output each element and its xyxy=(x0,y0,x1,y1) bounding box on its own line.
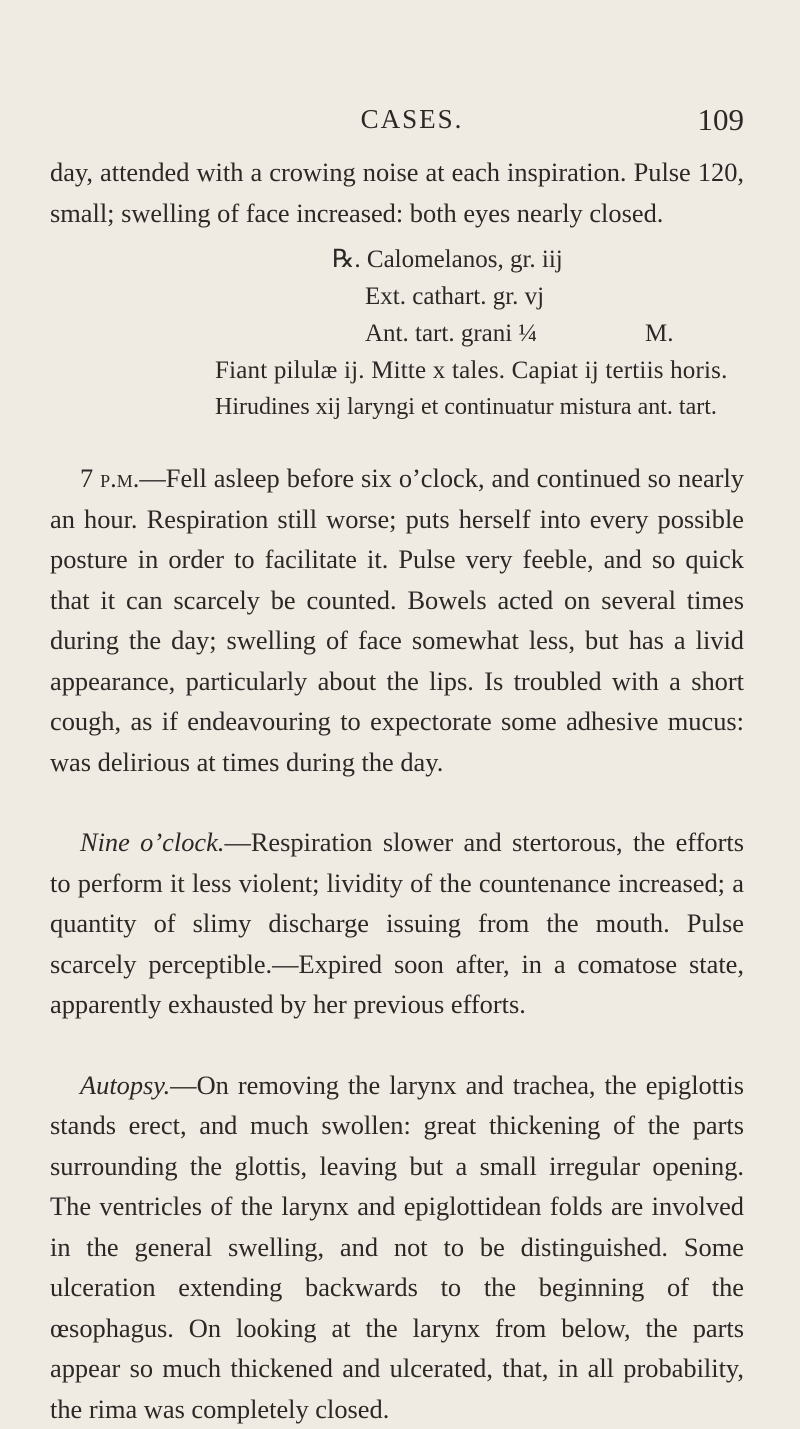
prescription-block xyxy=(50,241,744,426)
page-number: 109 xyxy=(698,102,745,138)
prescription-mix-mark: M. xyxy=(645,315,673,352)
running-head xyxy=(50,104,744,144)
paragraph-autopsy xyxy=(50,1065,744,1429)
body-text xyxy=(50,152,744,1429)
paragraph-text: —On removing the larynx and trachea, the epiglottis stands erect, and much swollen: great thickening of the parts surrounding the glottis, leaving but a small irregular opening. The ventricles of the larynx and epiglottidean folds are involved in the general swelling, and not to be distinguished. Some ulceration extending backwards to the beginning of the œsophagus. On looking at the larynx from below, the parts appear so much thickened and ulcerated, that, in all probability, the rima was completely closed. xyxy=(50,1070,744,1424)
paragraph-lead: 7 p.m. xyxy=(80,463,139,493)
prescription-line xyxy=(50,315,744,352)
paragraph-text: —Fell asleep before six o’clock, and continued so nearly an hour. Respiration still worse; puts herself into every possible posture in order to facilitate it. Pulse very feeble, and so quick that it can scarcely be counted. Bowels acted on several times during the day; swelling of face somewhat less, but has a livid appearance, particularly about the lips. Is troubled with a short cough, as if endeavouring to expectorate some adhesive mucus: was delirious at times during the day. xyxy=(50,463,744,777)
prescription-line: ℞. Calomelanos, gr. iij xyxy=(50,241,744,278)
prescription-line: Ext. cathart. gr. vj xyxy=(50,278,744,315)
running-title: CASES. xyxy=(50,104,744,135)
paragraph-continuation: day, attended with a crowing noise at each inspiration. Pulse 120, small; swelling of face increased: both eyes nearly closed. xyxy=(50,152,744,233)
prescription-line: Fiant pilulæ ij. Mitte x tales. Capiat ij tertiis horis. xyxy=(50,352,744,389)
prescription-line-text: Ant. tart. grani ¼ xyxy=(365,320,537,347)
paragraph-lead: Autopsy. xyxy=(80,1070,170,1100)
prescription-line: Hirudines xij laryngi et continuatur mistura ant. tart. xyxy=(50,389,744,426)
paragraph-text: —Respiration slower and stertorous, the efforts to perform it less violent; lividity of the countenance increased; a quantity of slimy discharge issuing from the mouth. Pulse scarcely perceptible.—Expired soon after, in a comatose state, apparently exhausted by her previous efforts. xyxy=(50,827,744,1019)
paragraph-seven-pm xyxy=(50,458,744,782)
paragraph-lead: Nine o’clock. xyxy=(80,827,224,857)
paragraph-nine-oclock xyxy=(50,822,744,1025)
